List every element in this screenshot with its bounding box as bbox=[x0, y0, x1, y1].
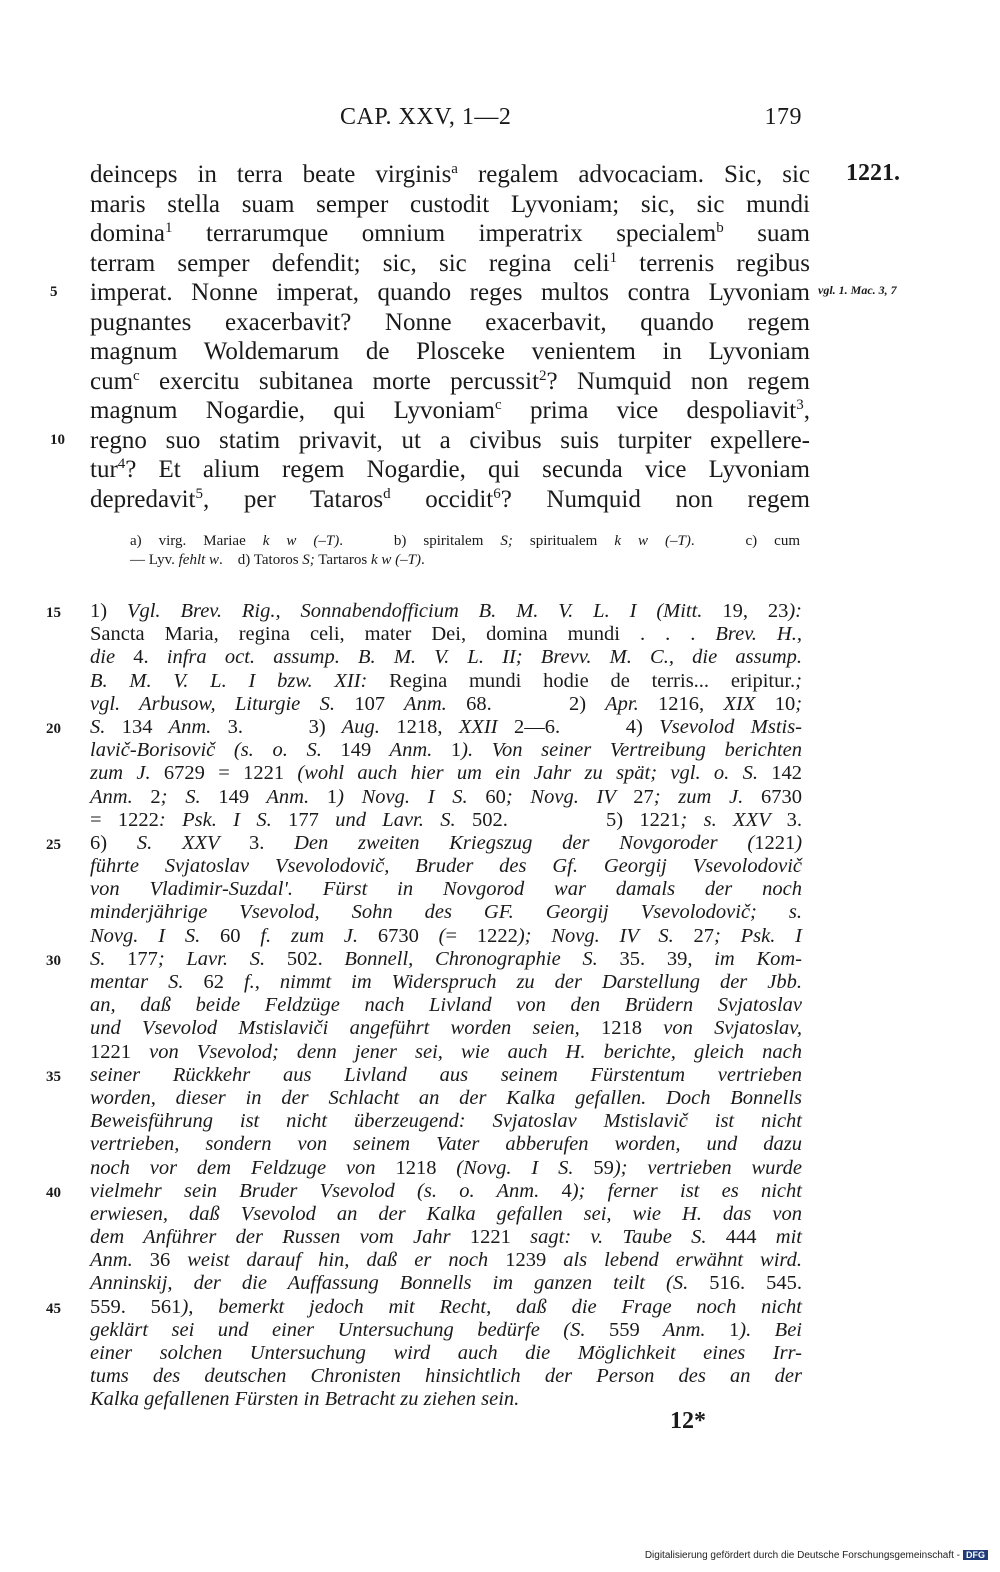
commentary-line: lavič-Borisovič (s. o. S. 149 Anm. 1). Von seiner Vertreibung berichten bbox=[90, 739, 802, 762]
commentary-line: erwiesen, daß Vsevolod an der Kalka gefallen sei, wie H. das von bbox=[90, 1202, 802, 1225]
commentary-line: S. 134 Anm. 3. 3) Aug. 1218, XXII 2—6. 4) Vsevolod Mstis- 20 bbox=[90, 716, 802, 739]
margin-year: 1221. bbox=[846, 160, 900, 186]
line-number: 15 bbox=[46, 605, 61, 621]
commentary-line: Anm. 2; S. 149 Anm. 1) Novg. I S. 60; Novg. IV 27; zum J. 6730 bbox=[90, 785, 802, 808]
line-number: 45 bbox=[46, 1300, 61, 1317]
critical-apparatus bbox=[130, 532, 800, 570]
text-line: magnum Woldemarum de Plosceke venientem in Lyvoniam bbox=[90, 338, 810, 365]
commentary-line: Kalka gefallenen Fürsten in Betracht zu ziehen sein. bbox=[90, 1388, 520, 1411]
commentary-line: Anninskij, der die Auffassung Bonnells im ganzen teilt (S. 516. 545. bbox=[90, 1272, 802, 1295]
commentary-line: noch vor dem Feldzuge von 1218 (Novg. I S. 59); vertrieben wurde bbox=[90, 1156, 802, 1179]
apparatus-line: a) virg. Mariae k w (–T). b) spiritalem S; spiritualem k w (–T). c) cum bbox=[130, 533, 800, 549]
line-number: 10 bbox=[50, 431, 65, 448]
text-line: terram semper defendit; sic, sic regina celi$^1$ terrenis regibus bbox=[90, 249, 810, 277]
commentary-line: vertrieben, sondern von seinem Vater abberufen worden, und dazu bbox=[90, 1133, 802, 1156]
commentary-line: Novg. I S. 60 f. zum J. 6730 (= 1222); Novg. IV S. 27; Psk. I bbox=[90, 924, 802, 947]
main-text bbox=[50, 160, 811, 514]
commentary-line: 559. 561), bemerkt jedoch mit Recht, daß die Frage noch nicht 45 bbox=[90, 1296, 802, 1319]
commentary-line: vielmehr sein Bruder Vsevolod (s. o. Anm. 4); ferner ist es nicht 40 bbox=[90, 1180, 802, 1203]
text-line: domina$^1$ terrarumque omnium imperatrix specialem$^b$ suam bbox=[90, 220, 810, 247]
footer-credit bbox=[645, 1550, 988, 1561]
dfg-logo: DFG bbox=[963, 1550, 988, 1560]
text-line: depredavit$^5$, per Tataros$^d$ occidit$^6$? Numquid non regem bbox=[90, 485, 811, 513]
commentary-line: Beweisführung ist nicht überzeugend: Svjatoslav Mstislavič ist nicht bbox=[90, 1110, 802, 1133]
commentary-line: von Vladimir-Suzdal'. Fürst in Novgorod war damals der noch bbox=[90, 878, 802, 901]
text-line: pugnantes exacerbavit? Nonne exacerbavit, quando regem bbox=[90, 308, 810, 336]
text-line: maris stella suam semper custodit Lyvoniam; sic, sic mundi bbox=[90, 190, 810, 218]
line-number: 5 bbox=[50, 284, 58, 300]
commentary-line: geklärt sei und einer Untersuchung bedürfe (S. 559 Anm. 1). Bei bbox=[90, 1318, 802, 1341]
commentary-line: zum J. 6729 = 1221 (wohl auch hier um ein Jahr zu spät; vgl. o. S. 142 bbox=[90, 762, 803, 785]
commentary-line: Anm. 36 weist darauf hin, daß er noch 1239 als lebend erwähnt wird. bbox=[90, 1249, 803, 1272]
line-number: 30 bbox=[46, 952, 61, 969]
commentary-line: führte Svjatoslav Vsevolodovič, Bruder des Gf. Georgij Vsevolodovič bbox=[90, 855, 802, 878]
commentary-line: worden, dieser in der Schlacht an der Kalka gefallen. Doch Bonnells bbox=[90, 1086, 802, 1109]
text-line: imperat. Nonne imperat, quando reges multos contra Lyvoniam 5 bbox=[50, 279, 810, 306]
commentary-line: vgl. Arbusow, Liturgie S. 107 Anm. 68. 2) Apr. 1216, XIX 10; bbox=[90, 692, 803, 715]
commentary-line: die 4. infra oct. assump. B. M. V. L. II; Brevv. M. C., die assump. bbox=[90, 646, 802, 669]
commentary-line: S. 177; Lavr. S. 502. Bonnell, Chronographie S. 35. 39, im Kom- 30 bbox=[90, 948, 802, 971]
commentary-line: dem Anführer der Russen vom Jahr 1221 sagt: v. Taube S. 444 mit bbox=[90, 1226, 802, 1249]
commentary-line: einer solchen Untersuchung wird auch die Möglichkeit eines Irr- bbox=[90, 1342, 802, 1364]
commentary-line: 6) S. XXV 3. Den zweiten Kriegszug der Novgoroder (1221) 25 bbox=[90, 832, 802, 855]
page-header bbox=[90, 104, 802, 140]
commentary-line: minderjährige Vsevolod, Sohn des GF. Georgij Vsevolodovič; s. bbox=[90, 901, 802, 924]
text-line: tur$^4$? Et alium regem Nogardie, qui secunda vice Lyvoniam bbox=[90, 456, 810, 483]
page-number: 179 bbox=[764, 104, 802, 130]
commentary-line: 1) Vgl. Brev. Rig., Sonnabendofficium B. M. V. L. I (Mitt. 19, 23): 15 bbox=[90, 600, 802, 623]
commentary-line: und Vsevolod Mstislaviči angeführt worden seien, 1218 von Svjatoslav, bbox=[90, 1017, 802, 1040]
line-number: 35 bbox=[46, 1068, 61, 1085]
commentary-line: mentar S. 62 f., nimmt im Widerspruch zu der Darstellung der Jbb. bbox=[90, 971, 802, 993]
text-line: cum$^c$ exercitu subitanea morte percussit$^2$? Numquid non regem bbox=[90, 367, 810, 395]
text-line: deinceps in terra beate virginis$^a$ regalem advocaciam. Sic, sic bbox=[90, 161, 810, 188]
signature-mark: 12* bbox=[670, 1408, 706, 1434]
commentary-notes bbox=[46, 600, 803, 1412]
running-title: CAP. XXV, 1—2 bbox=[340, 104, 512, 130]
commentary-line: B. M. V. L. I bzw. XII: Regina mundi hodie de terris... eripitur.; bbox=[90, 669, 802, 692]
line-number: 20 bbox=[46, 720, 61, 737]
margin-reference: vgl. 1. Mac. 3, 7 bbox=[818, 283, 897, 297]
commentary-line: seiner Rückkehr aus Livland aus seinem Fürstentum vertrieben 35 bbox=[90, 1064, 802, 1087]
apparatus-line: — Lyv. fehlt w. d) Tatoros S; Tartaros k w (–T). bbox=[130, 552, 425, 568]
commentary-line: 1221 von Vsevolod; denn jener sei, wie auch H. berichte, gleich nach bbox=[90, 1040, 802, 1063]
footer-text: Digitalisierung gefördert durch die Deutsche Forschungsgemeinschaft - bbox=[644, 1550, 960, 1561]
commentary-line: tums des deutschen Chronisten hinsichtlich der Person des an der bbox=[90, 1365, 802, 1388]
line-number: 25 bbox=[46, 836, 61, 853]
text-line: regno suo statim privavit, ut a civibus suis turpiter expellere- 10 bbox=[50, 426, 810, 454]
line-number: 40 bbox=[46, 1184, 61, 1201]
commentary-line: = 1222: Psk. I S. 177 und Lavr. S. 502. 5) 1221; s. XXV 3. bbox=[90, 808, 802, 831]
commentary-line: an, daß beide Feldzüge nach Livland von den Brüdern Svjatoslav bbox=[90, 994, 802, 1017]
commentary-line: Sancta Maria, regina celi, mater Dei, domina mundi . . . Brev. H., bbox=[90, 623, 802, 646]
text-line: magnum Nogardie, qui Lyvoniam$^c$ prima vice despoliavit$^3$, bbox=[90, 397, 810, 424]
